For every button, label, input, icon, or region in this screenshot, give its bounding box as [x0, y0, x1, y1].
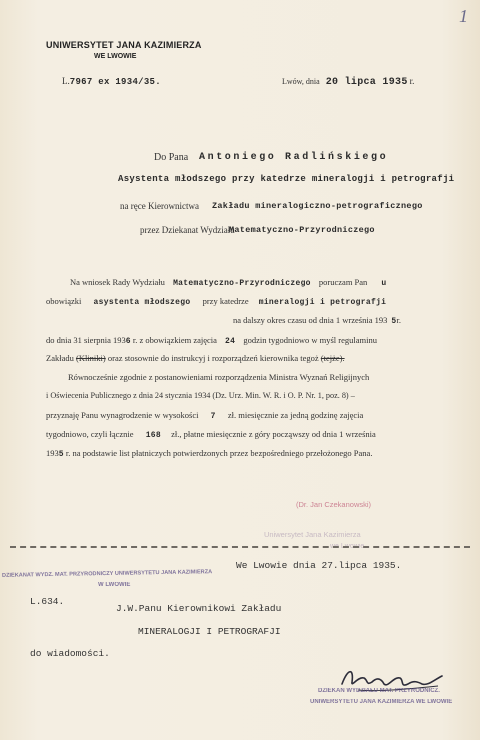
place-date-label: Lwów, dnia [282, 77, 320, 86]
letterhead-city: WE LWOWIE [94, 53, 137, 60]
cut-line-divider [10, 546, 470, 548]
body-l10-text: 193 [46, 448, 59, 458]
body-l9-text: tygodniowo, czyli łącznie [46, 429, 134, 439]
wydzial-name: Matematyczno-Przyrodniczego [229, 225, 375, 235]
body-l2-text-b: przy katedrze [202, 296, 249, 306]
body-l8-text-b: zł. miesięcznie za jedną godzinę zajęcia [227, 410, 364, 420]
body-line-7: i Oświecenia Publicznego z dnia 24 stycznia 1934 (Dz. Urz. Min. W. R. i O. P. Nr. 1, poz. 8) – [46, 391, 355, 400]
rate-fill: 7 [210, 412, 216, 421]
body-l4-text-c: godzin tygodniowo w myśl regulaminu [243, 335, 378, 345]
zaklad-name: Zakładu mineralogiczno-petrograficznego [212, 201, 423, 211]
body-l5-text-c: oraz stosownie do instrukcyj i rozporządzeń kierownika tegoż [107, 353, 319, 363]
body-l4-text-b: r. z obowiązkiem zajęcia [132, 335, 217, 345]
body-line-9 [46, 429, 376, 440]
body-line-5 [46, 353, 345, 363]
katedra-fill: mineralogji i petrografji [258, 298, 387, 307]
reference-line [62, 76, 161, 87]
reference-number: 7967 ex 1934/35. [69, 77, 161, 87]
university-faded-stamp: Uniwersytet Jana Kazimierza [264, 530, 361, 539]
na-rece-label: na ręce Kierownictwa [120, 201, 199, 211]
body-line-4 [46, 335, 377, 346]
reference-prefix: L. [62, 76, 70, 86]
body-l10-text-b: r. na podstawie list płatniczych potwierdzonych przez bezpośredniego przełożonego Pana. [65, 448, 373, 458]
body-l8-text: przyznaję Panu wynagrodzenie w wysokości [46, 410, 199, 420]
do-pana-label: Do Pana [154, 152, 189, 163]
letter-date: 20 lipca 1935 [325, 77, 408, 88]
place-date-line [282, 76, 414, 88]
copy-date-line: We Lwowie dnia 27.lipca 1935. [236, 560, 402, 571]
body-l2-text: obowiązki [46, 296, 82, 306]
body-l9-text-b: zł., płatne miesięcznie z góry począwszy od dnia 1 września [171, 429, 376, 439]
body-l1-suffix: u [381, 279, 387, 288]
dean-office-stamp-line1: DZIEKANAT WYDZ. MAT. PRZYRODNICZY UNIWERSYTETU JANA KAZIMIERZA [1, 569, 213, 579]
total-fill: 168 [145, 431, 162, 440]
copy-reference: L.634. [30, 596, 65, 607]
copy-note: do wiadomości. [30, 648, 110, 659]
addressee-position: Asystenta młodszego przy katedrze mineralogji i petrografji [118, 174, 455, 184]
body-l1-text: Na wniosek Rady Wydziału [70, 277, 165, 287]
body-l1-text-b: poruczam Pan [318, 277, 368, 287]
letterhead-university: UNIWERSYTET JANA KAZIMIERZA [46, 40, 202, 50]
rector-stamp: (Dr. Jan Czekanowski) [296, 500, 372, 509]
body-l3-text: na dalszy okres czasu od dnia 1 września 193 [233, 315, 388, 325]
university-faded-stamp-city: we Lwowie [330, 543, 365, 550]
body-line-10 [46, 448, 372, 459]
body-line-1 [70, 277, 386, 288]
body-l3-end: r. [396, 315, 401, 325]
body-line-3 [233, 315, 401, 326]
addressee-name: Antoniego Radlińskiego [199, 152, 389, 163]
copy-addressee-line2: MINERALOGJI I PETROGRAFJI [138, 626, 281, 637]
copy-addressee-line1: J.W.Panu Kierownikowi Zakładu [116, 603, 282, 614]
position-fill: asystenta młodszego [93, 298, 191, 307]
body-line-8 [46, 410, 363, 421]
start-year-fill: 5 [391, 317, 397, 326]
faculty-fill: Matematyczno-Przyrodniczego [173, 279, 311, 288]
hours-fill: 24 [225, 337, 236, 346]
payment-year-fill: 5 [58, 450, 64, 459]
body-line-6: Równocześnie zgodnie z postanowieniami rozporządzenia Ministra Wyznań Religijnych [68, 372, 370, 382]
corner-page-mark: 1 [459, 6, 468, 26]
kliniki-struck: (Kliniki) [75, 353, 106, 363]
przez-label: przez Dziekanat Wydziału [140, 225, 235, 235]
body-line-2 [46, 296, 386, 307]
dean-stamp-line2: UNIWERSYTETU JANA KAZIMIERZA WE LWOWIE [310, 699, 453, 705]
date-suffix: r. [409, 76, 415, 86]
end-year-fill: 6 [125, 337, 131, 346]
dean-stamp-line1: DZIEKAN WYDZIAŁU MAT. PRZYRODNICZ. [318, 688, 440, 694]
dean-office-stamp-line2: W LWOWIE [98, 582, 131, 588]
body-l4-text: do dnia 31 sierpnia 193 [46, 335, 126, 345]
tejze-struck: (tejże). [320, 353, 345, 363]
body-l5-text: Zakładu [46, 353, 74, 363]
